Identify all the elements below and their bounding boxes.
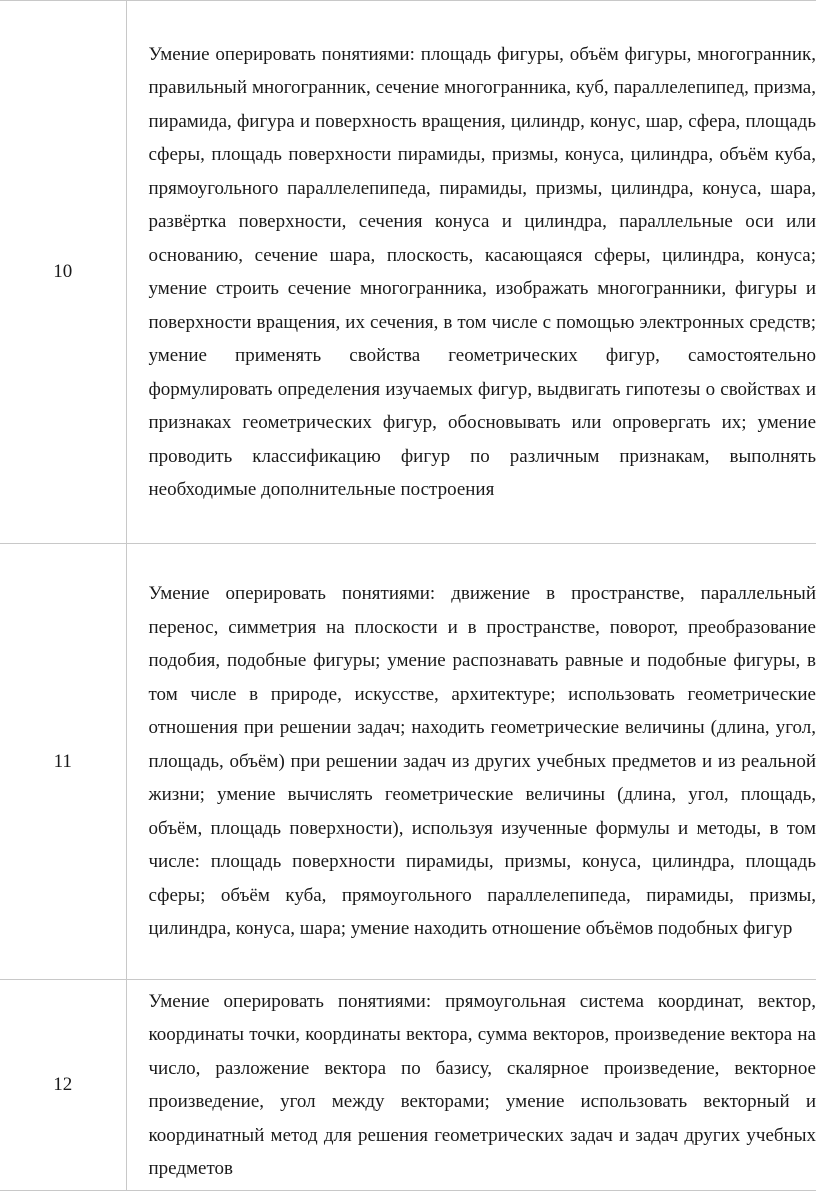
- row-description: Умение оперировать понятиями: площадь фигуры, объём фигуры, многогранник, правильный многогранник, сечение многогранника, куб, параллелепипед, призма, пирамида, фигура и поверхность вращения, цилиндр, конус, шар, сфера, площадь сферы, площадь поверхности пирамиды, призмы, конуса, цилиндра, объём куба, прямоугольного параллелепипеда, пирамиды, призмы, цилиндра, конуса, шара, развёртка поверхности, сечения конуса и цилиндра, параллельные оси или основанию, сечение шара, плоскость, касающаяся сферы, цилиндра, конуса; умение строить сечение многогранника, изображать многогранники, фигуры и поверхности вращения, их сечения, в том числе с помощью электронных средств; умение применять свойства геометрических фигур, самостоятельно формулировать определения изучаемых фигур, выдвигать гипотезы о свойствах и признаках геометрических фигур, обосновывать или опровергать их; умение проводить классификацию фигур по различным признакам, выполнять необходимые дополнительные построения: [148, 43, 816, 500]
- row-number: 12: [0, 980, 126, 1191]
- row-description: Умение оперировать понятиями: прямоугольная система координат, вектор, координаты точки, координаты вектора, сумма векторов, произведение вектора на число, разложение вектора по базису, скалярное произведение, векторное произведение, угол между векторами; умение использовать векторный и координатный метод для решения геометрических задач и задач других учебных предметов: [148, 990, 816, 1179]
- table-row: [0, 980, 816, 1191]
- row-number: 11: [0, 544, 126, 980]
- row-description-cell: [126, 980, 816, 1191]
- table-row: [0, 1, 816, 544]
- row-description-cell: [126, 544, 816, 980]
- row-description: Умение оперировать понятиями: движение в пространстве, параллельный перенос, симметрия на плоскости и в пространстве, поворот, преобразование подобия, подобные фигуры; умение распознавать равные и подобные фигуры, в том числе в природе, искусстве, архитектуре; использовать геометрические отношения при решении задач; находить геометрические величины (длина, угол, площадь, объём) при решении задач из других учебных предметов и из реальной жизни; умение вычислять геометрические величины (длина, угол, площадь, объём, площадь поверхности), используя изученные формулы и методы, в том числе: площадь поверхности пирамиды, призмы, конуса, цилиндра, площадь сферы; объём куба, прямоугольного параллелепипеда, пирамиды, призмы, цилиндра, конуса, шара; умение находить отношение объёмов подобных фигур: [148, 583, 816, 940]
- row-description-cell: [126, 1, 816, 544]
- row-number: 10: [0, 1, 126, 544]
- table-row: [0, 544, 816, 980]
